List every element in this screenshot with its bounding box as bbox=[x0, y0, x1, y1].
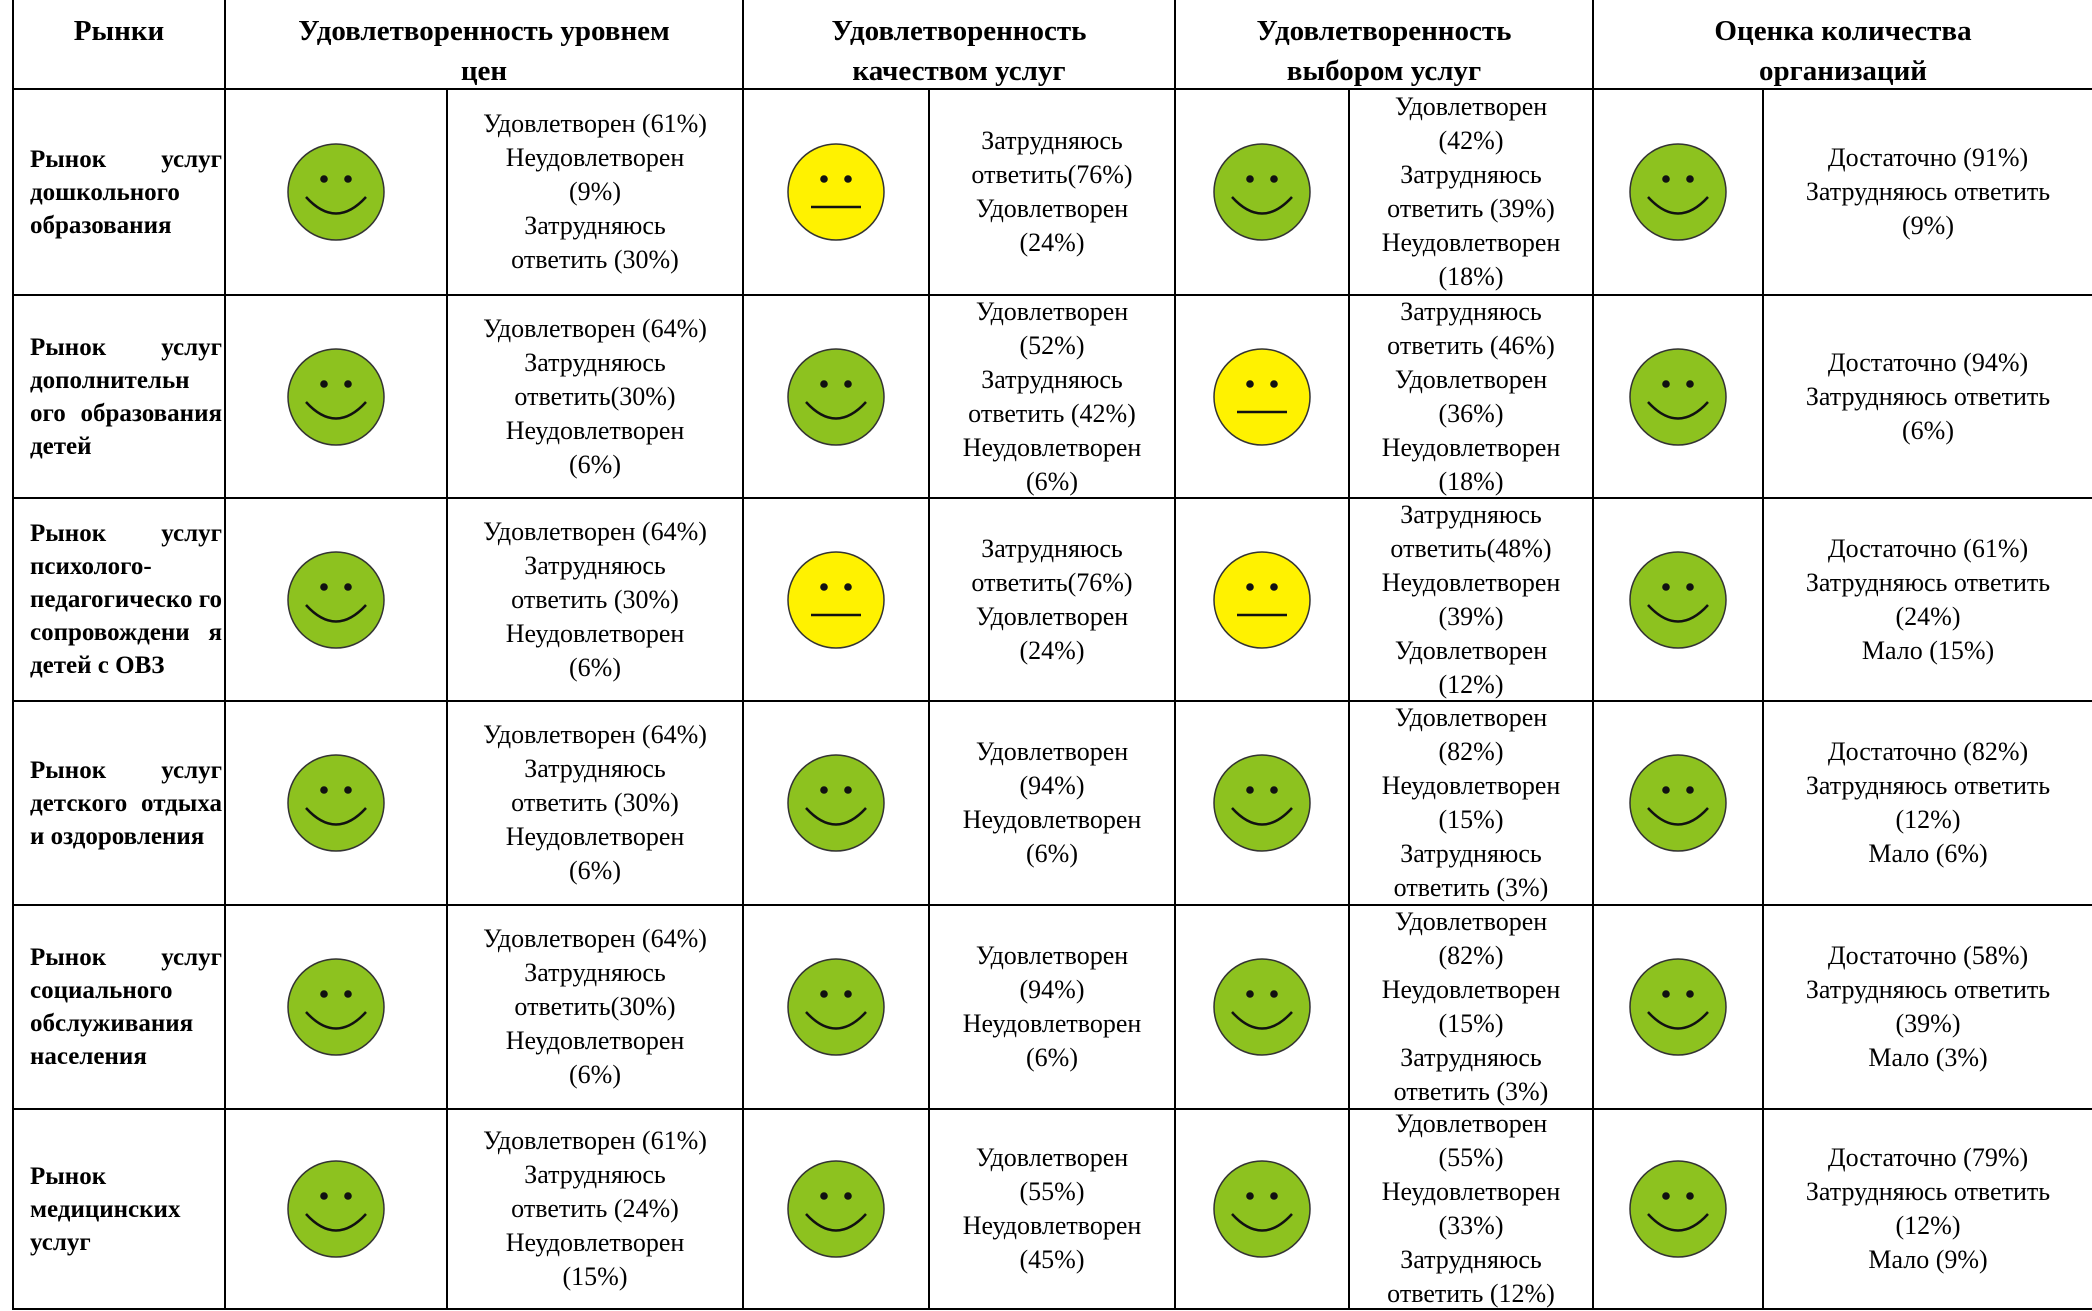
header-choice-line-1: Удовлетворенность bbox=[1256, 15, 1512, 47]
market-satisfaction-table bbox=[12, 0, 2092, 1310]
choice-response-line: (42%) bbox=[1438, 126, 1504, 155]
price-response-line: Затрудняюсь bbox=[524, 1160, 666, 1189]
orgs-response-line: Затрудняюсь ответить bbox=[1805, 567, 2051, 597]
smiley-face-icon bbox=[786, 347, 886, 447]
quality-response-line: Затрудняюсь bbox=[981, 364, 1123, 394]
price-response-line: Затрудняюсь bbox=[524, 211, 666, 240]
quality-icon-cell bbox=[744, 906, 930, 1110]
price-response-line: (15%) bbox=[562, 1262, 628, 1291]
orgs-response-line: (9%) bbox=[1902, 211, 1954, 240]
orgs-icon-cell bbox=[1594, 906, 1764, 1110]
orgs-response-cell bbox=[1764, 90, 2092, 296]
header-price-line-1: Удовлетворенность уровнем bbox=[298, 15, 670, 47]
market-name: Рынок услуг детского отдыха и оздоровления bbox=[30, 756, 222, 850]
choice-response-cell bbox=[1350, 1110, 1594, 1310]
choice-response-line: Удовлетворен bbox=[1394, 703, 1548, 732]
choice-response-line: ответить (39%) bbox=[1387, 194, 1555, 223]
choice-response-line: (33%) bbox=[1438, 1211, 1504, 1240]
price-response-line: (6%) bbox=[569, 449, 621, 479]
choice-response-line: (55%) bbox=[1438, 1143, 1504, 1172]
header-markets bbox=[12, 0, 226, 90]
quality-response-line: (55%) bbox=[1019, 1177, 1085, 1206]
price-response-line: Удовлетворен (64%) bbox=[483, 924, 707, 953]
choice-response-line: (18%) bbox=[1438, 466, 1504, 496]
quality-response-line: (94%) bbox=[1019, 771, 1085, 800]
neutral-face-icon bbox=[1212, 347, 1312, 447]
choice-response-line: (18%) bbox=[1438, 262, 1504, 291]
choice-response-line: (15%) bbox=[1438, 805, 1504, 834]
choice-response-line: Затрудняюсь bbox=[1400, 839, 1542, 868]
quality-icon-cell bbox=[744, 702, 930, 906]
quality-response-line: (94%) bbox=[1019, 975, 1085, 1004]
quality-response-cell bbox=[930, 1110, 1176, 1310]
price-response-line: ответить (30%) bbox=[511, 584, 679, 614]
choice-response-line: Неудовлетворен bbox=[1381, 228, 1561, 257]
quality-response-cell bbox=[930, 702, 1176, 906]
choice-response-line: (82%) bbox=[1438, 941, 1504, 970]
header-quality-line-2: качеством услуг bbox=[852, 55, 1066, 87]
smiley-face-icon bbox=[786, 957, 886, 1057]
quality-response-cell bbox=[930, 906, 1176, 1110]
price-response-line: Неудовлетворен bbox=[505, 618, 685, 648]
price-response-line: Удовлетворен (64%) bbox=[483, 516, 707, 546]
smiley-face-icon bbox=[1628, 347, 1728, 447]
orgs-icon-cell bbox=[1594, 1110, 1764, 1310]
price-icon-cell bbox=[226, 702, 448, 906]
price-response-cell bbox=[448, 702, 744, 906]
header-quality-satisfaction bbox=[744, 0, 1176, 90]
price-response-line: Затрудняюсь bbox=[524, 347, 666, 377]
smiley-face-icon bbox=[286, 1159, 386, 1259]
quality-response-line: (6%) bbox=[1026, 839, 1078, 868]
market-name-cell bbox=[12, 906, 226, 1110]
choice-icon-cell bbox=[1176, 702, 1350, 906]
price-response-cell bbox=[448, 296, 744, 499]
price-response-line: Удовлетворен (61%) bbox=[483, 109, 707, 138]
market-name: Рынок услуг социального обслуживания населения bbox=[30, 944, 222, 1070]
market-name: Рынок услуг дошкольного образования bbox=[30, 145, 222, 239]
orgs-response-line: Затрудняюсь ответить bbox=[1805, 975, 2051, 1004]
quality-response-line: (24%) bbox=[1019, 228, 1085, 257]
choice-response-line: Удовлетворен bbox=[1394, 92, 1548, 121]
price-response-line: Неудовлетворен bbox=[505, 1228, 685, 1257]
price-response-line: (6%) bbox=[569, 652, 621, 682]
price-response-line: ответить (30%) bbox=[511, 788, 679, 817]
orgs-response-line: Затрудняюсь ответить bbox=[1805, 381, 2051, 411]
choice-response-line: ответить (46%) bbox=[1387, 330, 1555, 360]
orgs-response-line: Достаточно (58%) bbox=[1827, 941, 2029, 970]
quality-response-line: (6%) bbox=[1026, 466, 1078, 496]
price-response-line: Неудовлетворен bbox=[505, 822, 685, 851]
quality-response-line: (45%) bbox=[1019, 1245, 1085, 1274]
orgs-response-cell bbox=[1764, 906, 2092, 1110]
orgs-icon-cell bbox=[1594, 90, 1764, 296]
quality-response-line: Удовлетворен bbox=[975, 941, 1129, 970]
orgs-response-line: (12%) bbox=[1895, 1211, 1961, 1240]
choice-response-line: Затрудняюсь bbox=[1400, 296, 1542, 326]
header-quality-line-1: Удовлетворенность bbox=[831, 15, 1087, 47]
quality-response-line: Неудовлетворен bbox=[962, 1009, 1142, 1038]
orgs-response-line: Достаточно (94%) bbox=[1827, 347, 2029, 377]
quality-response-line: Удовлетворен bbox=[975, 737, 1129, 766]
neutral-face-icon bbox=[786, 142, 886, 242]
orgs-response-line: Мало (9%) bbox=[1868, 1245, 1988, 1274]
price-response-line: Затрудняюсь bbox=[524, 958, 666, 987]
orgs-response-line: Мало (6%) bbox=[1868, 839, 1988, 868]
choice-response-line: Затрудняюсь bbox=[1400, 1245, 1542, 1274]
header-markets-text: Рынки bbox=[73, 15, 165, 47]
orgs-icon-cell bbox=[1594, 499, 1764, 702]
price-response-line: Удовлетворен (64%) bbox=[483, 720, 707, 749]
choice-response-cell bbox=[1350, 296, 1594, 499]
price-response-line: (6%) bbox=[569, 1060, 621, 1089]
orgs-response-line: (24%) bbox=[1895, 601, 1961, 631]
price-icon-cell bbox=[226, 1110, 448, 1310]
smiley-face-icon bbox=[1212, 142, 1312, 242]
quality-response-line: ответить (42%) bbox=[968, 398, 1136, 428]
market-name-cell bbox=[12, 296, 226, 499]
orgs-response-line: Затрудняюсь ответить bbox=[1805, 771, 2051, 800]
smiley-face-icon bbox=[1628, 142, 1728, 242]
choice-icon-cell bbox=[1176, 906, 1350, 1110]
choice-response-line: Удовлетворен bbox=[1394, 635, 1548, 665]
orgs-response-cell bbox=[1764, 499, 2092, 702]
choice-response-line: Затрудняюсь bbox=[1400, 1043, 1542, 1072]
choice-response-line: Затрудняюсь bbox=[1400, 160, 1542, 189]
choice-icon-cell bbox=[1176, 499, 1350, 702]
choice-icon-cell bbox=[1176, 90, 1350, 296]
quality-response-line: Неудовлетворен bbox=[962, 432, 1142, 462]
orgs-response-line: (39%) bbox=[1895, 1009, 1961, 1038]
orgs-response-cell bbox=[1764, 1110, 2092, 1310]
quality-response-cell bbox=[930, 90, 1176, 296]
quality-response-cell bbox=[930, 296, 1176, 499]
quality-response-line: Удовлетворен bbox=[975, 601, 1129, 631]
choice-response-line: Неудовлетворен bbox=[1381, 771, 1561, 800]
market-name-cell bbox=[12, 702, 226, 906]
choice-response-line: Неудовлетворен bbox=[1381, 975, 1561, 1004]
price-response-cell bbox=[448, 1110, 744, 1310]
smiley-face-icon bbox=[286, 142, 386, 242]
orgs-response-line: Мало (3%) bbox=[1868, 1043, 1988, 1072]
choice-response-line: Удовлетворен bbox=[1394, 1109, 1548, 1138]
choice-response-line: Удовлетворен bbox=[1394, 364, 1548, 394]
quality-response-line: Затрудняюсь bbox=[981, 126, 1123, 155]
quality-response-line: (24%) bbox=[1019, 635, 1085, 665]
quality-response-line: ответить(76%) bbox=[971, 567, 1133, 597]
choice-response-line: ответить (3%) bbox=[1393, 873, 1549, 902]
price-response-cell bbox=[448, 499, 744, 702]
choice-response-line: ответить (3%) bbox=[1393, 1077, 1549, 1106]
orgs-response-line: Достаточно (91%) bbox=[1827, 143, 2029, 172]
quality-icon-cell bbox=[744, 1110, 930, 1310]
price-response-line: ответить (30%) bbox=[511, 245, 679, 274]
smiley-face-icon bbox=[1628, 753, 1728, 853]
market-name-cell bbox=[12, 499, 226, 702]
choice-response-cell bbox=[1350, 906, 1594, 1110]
smiley-face-icon bbox=[1212, 1159, 1312, 1259]
quality-icon-cell bbox=[744, 296, 930, 499]
smiley-face-icon bbox=[1628, 550, 1728, 650]
market-name-cell bbox=[12, 90, 226, 296]
orgs-response-line: (12%) bbox=[1895, 805, 1961, 834]
price-response-line: ответить (24%) bbox=[511, 1194, 679, 1223]
choice-response-line: Удовлетворен bbox=[1394, 907, 1548, 936]
price-response-cell bbox=[448, 90, 744, 296]
choice-response-line: Неудовлетворен bbox=[1381, 567, 1561, 597]
price-response-line: (6%) bbox=[569, 856, 621, 885]
smiley-face-icon bbox=[786, 1159, 886, 1259]
header-price-line-2: цен bbox=[460, 55, 508, 87]
quality-response-line: (52%) bbox=[1019, 330, 1085, 360]
market-name-cell bbox=[12, 1110, 226, 1310]
quality-icon-cell bbox=[744, 90, 930, 296]
smiley-face-icon bbox=[1212, 957, 1312, 1057]
choice-response-line: Неудовлетворен bbox=[1381, 1177, 1561, 1206]
orgs-response-line: Мало (15%) bbox=[1861, 635, 1995, 665]
choice-icon-cell bbox=[1176, 296, 1350, 499]
header-orgs-line-1: Оценка количества bbox=[1714, 15, 1972, 47]
choice-response-line: (39%) bbox=[1438, 601, 1504, 631]
quality-response-line: Удовлетворен bbox=[975, 296, 1129, 326]
quality-response-line: Удовлетворен bbox=[975, 194, 1129, 223]
price-response-line: Удовлетворен (61%) bbox=[483, 1126, 707, 1155]
orgs-icon-cell bbox=[1594, 702, 1764, 906]
header-choice-satisfaction bbox=[1176, 0, 1594, 90]
orgs-response-line: Достаточно (82%) bbox=[1827, 737, 2029, 766]
smiley-face-icon bbox=[286, 550, 386, 650]
orgs-response-cell bbox=[1764, 296, 2092, 499]
quality-icon-cell bbox=[744, 499, 930, 702]
quality-response-line: Неудовлетворен bbox=[962, 1211, 1142, 1240]
price-response-line: Удовлетворен (64%) bbox=[483, 313, 707, 343]
quality-response-line: Затрудняюсь bbox=[981, 533, 1123, 563]
price-icon-cell bbox=[226, 90, 448, 296]
price-response-line: Затрудняюсь bbox=[524, 550, 666, 580]
quality-response-line: Удовлетворен bbox=[975, 1143, 1129, 1172]
smiley-face-icon bbox=[786, 753, 886, 853]
choice-response-line: (15%) bbox=[1438, 1009, 1504, 1038]
orgs-response-line: (6%) bbox=[1902, 415, 1954, 445]
choice-icon-cell bbox=[1176, 1110, 1350, 1310]
neutral-face-icon bbox=[1212, 550, 1312, 650]
choice-response-line: ответить(48%) bbox=[1390, 533, 1552, 563]
price-icon-cell bbox=[226, 906, 448, 1110]
smiley-face-icon bbox=[1628, 957, 1728, 1057]
orgs-response-line: Затрудняюсь ответить bbox=[1805, 1177, 2051, 1206]
choice-response-cell bbox=[1350, 90, 1594, 296]
price-response-line: ответить(30%) bbox=[514, 992, 676, 1021]
quality-response-line: (6%) bbox=[1026, 1043, 1078, 1072]
header-choice-line-2: выбором услуг bbox=[1286, 55, 1482, 87]
choice-response-line: (36%) bbox=[1438, 398, 1504, 428]
price-response-line: Затрудняюсь bbox=[524, 754, 666, 783]
choice-response-line: (82%) bbox=[1438, 737, 1504, 766]
price-icon-cell bbox=[226, 499, 448, 702]
smiley-face-icon bbox=[286, 957, 386, 1057]
smiley-face-icon bbox=[286, 753, 386, 853]
quality-response-cell bbox=[930, 499, 1176, 702]
smiley-face-icon bbox=[1212, 753, 1312, 853]
quality-response-line: ответить(76%) bbox=[971, 160, 1133, 189]
price-response-line: Неудовлетворен bbox=[505, 1026, 685, 1055]
header-organizations-estimate bbox=[1594, 0, 2092, 90]
quality-response-line: Неудовлетворен bbox=[962, 805, 1142, 834]
price-response-line: (9%) bbox=[569, 177, 621, 206]
choice-response-cell bbox=[1350, 702, 1594, 906]
price-icon-cell bbox=[226, 296, 448, 499]
orgs-response-line: Затрудняюсь ответить bbox=[1805, 177, 2051, 206]
price-response-line: ответить(30%) bbox=[514, 381, 676, 411]
orgs-response-line: Достаточно (79%) bbox=[1827, 1143, 2029, 1172]
choice-response-line: ответить (12%) bbox=[1387, 1279, 1555, 1308]
choice-response-cell bbox=[1350, 499, 1594, 702]
orgs-response-line: Достаточно (61%) bbox=[1827, 533, 2029, 563]
smiley-face-icon bbox=[1628, 1159, 1728, 1259]
choice-response-line: Затрудняюсь bbox=[1400, 499, 1542, 529]
orgs-response-cell bbox=[1764, 702, 2092, 906]
market-name: Рынок услуг психолого-педагогическо го сопровождени я детей с ОВЗ bbox=[30, 520, 222, 679]
header-orgs-line-2: организаций bbox=[1759, 55, 1927, 87]
header-price-satisfaction bbox=[226, 0, 744, 90]
price-response-line: Неудовлетворен bbox=[505, 415, 685, 445]
orgs-icon-cell bbox=[1594, 296, 1764, 499]
market-name: Рынок медицинских услуг bbox=[30, 1162, 181, 1256]
choice-response-line: Неудовлетворен bbox=[1381, 432, 1561, 462]
choice-response-line: (12%) bbox=[1438, 669, 1504, 699]
market-name: Рынок услуг дополнительн ого образования детей bbox=[30, 333, 222, 460]
smiley-face-icon bbox=[286, 347, 386, 447]
price-response-line: Неудовлетворен bbox=[505, 143, 685, 172]
neutral-face-icon bbox=[786, 550, 886, 650]
price-response-cell bbox=[448, 906, 744, 1110]
